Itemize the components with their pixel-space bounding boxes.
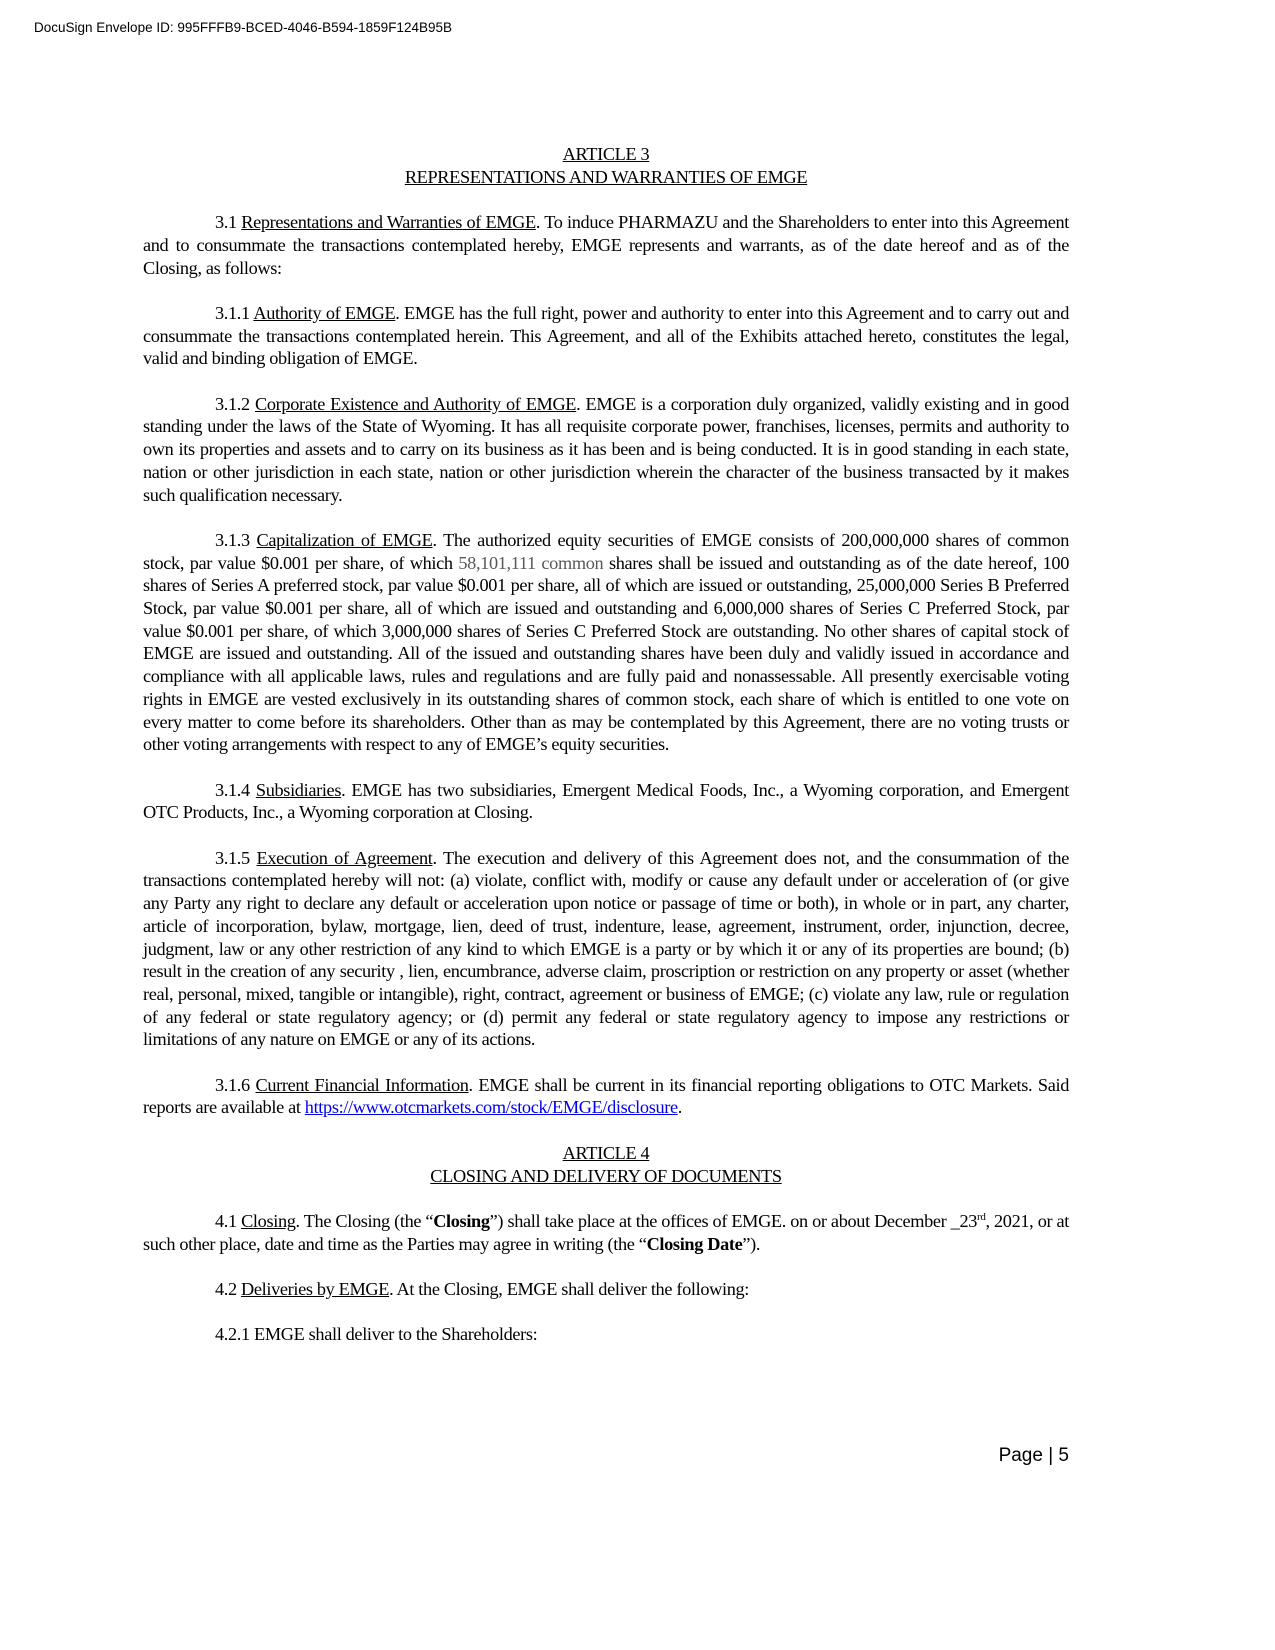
defined-term: Closing [433, 1210, 490, 1231]
article-title: ARTICLE 4 [562, 1142, 650, 1163]
paragraph-text: . The authorized equity securities of EMGE consists of 200,000,000 shares of common stock, par value $0.001 per share, of which [143, 529, 1069, 573]
section-paragraph [143, 529, 1069, 756]
paragraph-text: . The Closing (the “ [295, 1210, 434, 1231]
article-subtitle: REPRESENTATIONS AND WARRANTIES OF EMGE [404, 166, 808, 187]
paragraph-text: shares shall be issued and outstanding as of the date hereof, 100 shares of Series A preferred stock, par value $0.001 per share, all of which are issued or outstanding, 25,000,000 Series B Preferred Stock, par value $0.001 per share, all of which are issued and outstanding and 6,000,000 shares of Series C Preferred Stock, par value $0.001 per share, of which 3,000,000 shares of Series C Preferred Stock are outstanding. No other shares of capital stock of EMGE are issued and outstanding. All of the issued and outstanding shares have been duly and validly issued in accordance and compliance with all applicable laws, rules and regulations and are fully paid and nonassessable. All presently exercisable voting rights in EMGE are vested exclusively in its outstanding shares of common stock, each share of which is entitled to one vote on every matter to come before its shareholders. Other than as may be contemplated by this Agreement, there are no voting trusts or other voting arrangements with respect to any of EMGE’s equity securities. [143, 552, 1069, 755]
section-heading: Capitalization of EMGE [256, 529, 433, 550]
paragraph-text: 4.1 [215, 1210, 242, 1231]
section-paragraph [143, 211, 1069, 279]
paragraph-text: 3.1.2 [215, 393, 256, 414]
paragraph-text: 58,101,111 common [458, 552, 604, 573]
section-heading: Authority of EMGE [253, 302, 396, 323]
paragraph-text: 4.2 [215, 1279, 242, 1299]
section-heading: Deliveries by EMGE [241, 1279, 390, 1299]
section-paragraph [143, 1074, 1069, 1119]
paragraph-text: 3.1.1 [215, 302, 254, 323]
docusign-envelope-id: DocuSign Envelope ID: 995FFFB9-BCED-4046-B594-1859F124B95B [34, 20, 452, 35]
paragraph-text: 3.1.4 [215, 779, 256, 800]
paragraph-text: . The execution and delivery of this Agreement does not, and the consummation of the transactions contemplated hereby will not: (a) violate, conflict with, modify or cause any default under or acceleration of (or give any Party any right to declare any default or acceleration upon notice or passage of time or both), in whole or in part, any charter, article of incorporation, bylaw, mortgage, lien, deed of trust, indenture, lease, agreement, instrument, order, injunction, decree, judgment, law or any other restriction of any kind to which EMGE is a party or by which it or any of its properties are bound; (b) result in the creation of any security , lien, encumbrance, adverse claim, proscription or restriction on any property or asset (whether real, personal, mixed, tangible or intangible), right, contract, agreement or business of EMGE; (c) violate any law, rule or regulation of any federal or state regulatory agency; or (d) permit any federal or state regulatory agency to impose any restrictions or limitations of any nature on EMGE or any of its actions. [143, 847, 1069, 1050]
disclosure-link[interactable]: https://www.otcmarkets.com/stock/EMGE/disclosure [304, 1097, 678, 1118]
paragraph-text: ”) shall take place at the offices of EMGE. on or about December _23 [489, 1210, 978, 1231]
article-title: ARTICLE 3 [562, 144, 650, 164]
section-paragraph [143, 1323, 1069, 1346]
paragraph-text: 3.1.6 [215, 1074, 256, 1095]
paragraph-text: , 2021, or at such other place, date and time as the Parties may agree in writing (the “ [143, 1210, 1069, 1254]
paragraph-text: . At the Closing, EMGE shall deliver the following: [389, 1279, 750, 1299]
paragraph-text: . To induce PHARMAZU and the Shareholders to enter into this Agreement and to consummate the transactions contemplated hereby, EMGE represents and warrants, as of the date hereof and as of the Closing, as follows: [143, 212, 1069, 278]
section-heading: Subsidiaries [255, 779, 342, 800]
paragraph-text: 3.1 [215, 212, 242, 233]
article-4-section [143, 1210, 1069, 1346]
paragraph-text: 3.1.5 [215, 847, 257, 868]
paragraph-text: 4.2.1 EMGE shall deliver to the Shareholders: [215, 1324, 538, 1345]
article-4-heading [143, 1142, 1069, 1187]
paragraph-text: . EMGE has the full right, power and authority to enter into this Agreement and to carry out and consummate the transactions contemplated herein. This Agreement, and all of the Exhibits attached hereto, constitutes the legal, valid and binding obligation of EMGE. [143, 302, 1069, 369]
article-subtitle: CLOSING AND DELIVERY OF DOCUMENTS [430, 1165, 782, 1186]
section-paragraph [143, 393, 1069, 507]
document-body [143, 143, 1069, 1369]
section-heading: Current Financial Information [255, 1074, 469, 1095]
article-3-section [143, 211, 1069, 1119]
paragraph-text: ”). [742, 1233, 761, 1254]
defined-term: Closing Date [646, 1233, 743, 1254]
section-paragraph [143, 1278, 1069, 1301]
section-paragraph [143, 302, 1069, 370]
paragraph-text: . EMGE is a corporation duly organized, validly existing and in good standing under the laws of the State of Wyoming. It has all requisite corporate power, franchises, licenses, permits and authority to own its properties and assets and to carry on its business as it has been and is being conducted. It is in good standing in each state, nation or other jurisdiction in each state, nation or other jurisdiction wherein the character of the business transacted by it makes such qualification necessary. [143, 393, 1069, 505]
paragraph-text: . EMGE shall be current in its financial reporting obligations to OTC Markets. Said reports are available at [143, 1074, 1069, 1118]
section-heading: Execution of Agreement [256, 847, 433, 868]
article-3-heading [143, 143, 1069, 188]
section-paragraph [143, 1210, 1069, 1255]
section-paragraph [143, 779, 1069, 824]
paragraph-text: . [677, 1097, 682, 1118]
page-number: Page | 5 [998, 1445, 1069, 1466]
paragraph-text: 3.1.3 [215, 529, 257, 550]
section-heading: Closing [241, 1210, 296, 1231]
section-paragraph [143, 847, 1069, 1051]
section-heading: Representations and Warranties of EMGE [241, 212, 536, 233]
paragraph-text: . EMGE has two subsidiaries, Emergent Medical Foods, Inc., a Wyoming corporation, and Emergent OTC Products, Inc., a Wyoming corporation at Closing. [143, 779, 1069, 823]
superscript: rd [977, 1210, 986, 1223]
section-heading: Corporate Existence and Authority of EMGE [255, 393, 577, 414]
